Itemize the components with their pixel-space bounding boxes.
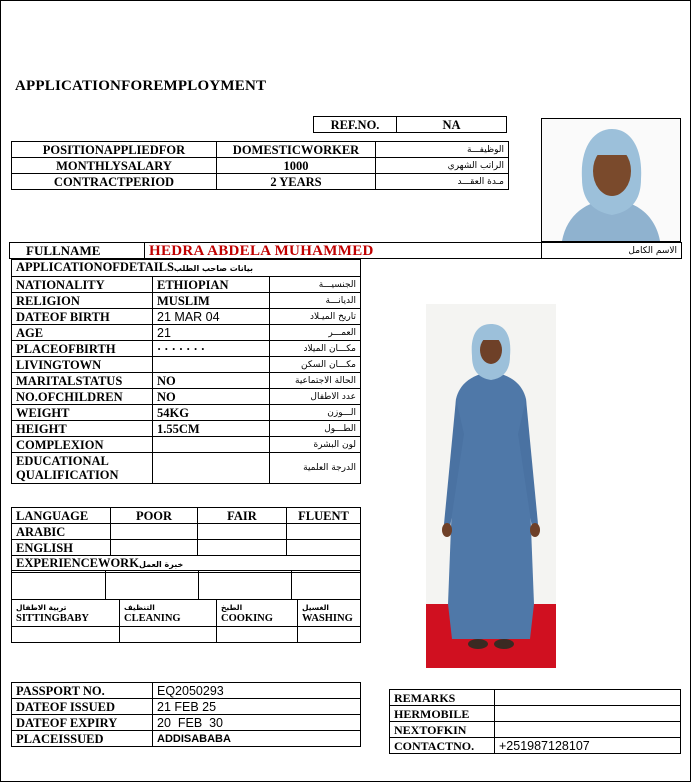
marital-arabic: الحالة الاجتماعية	[270, 373, 361, 389]
place-issued-value: ADDISABABA	[153, 731, 361, 747]
complexion-label: COMPLEXION	[12, 437, 153, 453]
contract-arabic: مـدة العقـــد	[376, 174, 509, 190]
details-row	[12, 293, 361, 309]
arabic-label: ARABIC	[12, 524, 111, 540]
experience-cell	[106, 571, 199, 600]
language-header: LANGUAGE	[12, 508, 111, 524]
skill-value	[120, 627, 217, 643]
full-body-photo-image	[426, 304, 556, 668]
language-table	[11, 507, 361, 573]
skill-washing-arabic: الغسيل	[302, 603, 330, 612]
fluent-header: FLUENT	[287, 508, 361, 524]
ref-label: REF.NO.	[314, 117, 397, 133]
education-row	[12, 453, 361, 484]
complexion-arabic: لون البشرة	[270, 437, 361, 453]
skills-value-row	[12, 627, 361, 643]
education-label	[12, 453, 153, 484]
contract-label: CONTRACTPERIOD	[12, 174, 217, 190]
position-row	[12, 142, 509, 158]
remarks-value	[495, 690, 681, 706]
english-fluent	[287, 540, 361, 556]
children-value: NO	[153, 389, 270, 405]
height-label: HEIGHT	[12, 421, 153, 437]
experience-cell	[12, 571, 106, 600]
contact-value: +251987128107	[495, 738, 681, 754]
weight-value: 54KG	[153, 405, 270, 421]
skills-table	[11, 599, 361, 643]
position-table	[11, 141, 509, 190]
remarks-label: REMARKS	[390, 690, 495, 706]
arabic-fair	[198, 524, 287, 540]
details-row	[12, 389, 361, 405]
language-row	[12, 540, 361, 556]
birthplace-value: · · · · · · ·	[153, 341, 270, 357]
details-row	[12, 437, 361, 453]
education-label-line2: QUALIFICATION	[16, 468, 119, 482]
nextofkin-value	[495, 722, 681, 738]
details-row	[12, 405, 361, 421]
nationality-arabic: الجنسيـــة	[270, 277, 361, 293]
skill-cooking-label: COOKING	[221, 613, 273, 624]
issue-date-label: DATEOF ISSUED	[12, 699, 153, 715]
weight-label: WEIGHT	[12, 405, 153, 421]
weight-arabic: الـــوزن	[270, 405, 361, 421]
mobile-label: HERMOBILE	[390, 706, 495, 722]
details-header: APPLICATIONOFDETAILS	[16, 260, 174, 274]
remarks-row	[390, 706, 681, 722]
skill-cooking-arabic: الطبخ	[221, 603, 243, 612]
marital-label: MARITALSTATUS	[12, 373, 153, 389]
details-row	[12, 277, 361, 293]
age-arabic: العمـــر	[270, 325, 361, 341]
contract-value: 2 YEARS	[217, 174, 376, 190]
skill-cleaning	[120, 600, 217, 627]
passport-table	[11, 682, 361, 747]
issue-date-value: 21 FEB 25	[153, 699, 361, 715]
education-arabic: الدرجة العلمية	[270, 453, 361, 484]
fullname-table	[9, 242, 682, 259]
experience-table	[11, 570, 361, 600]
nationality-label: NATIONALITY	[12, 277, 153, 293]
experience-label: EXPERIENCEWORK	[16, 556, 139, 570]
expiry-date-label: DATEOF EXPIRY	[12, 715, 153, 731]
skill-value	[12, 627, 120, 643]
skill-value	[217, 627, 298, 643]
position-value: DOMESTICWORKER	[217, 142, 376, 158]
birthplace-label: PLACEOFBIRTH	[12, 341, 153, 357]
details-row	[12, 309, 361, 325]
skill-value	[298, 627, 361, 643]
children-arabic: عدد الاطفال	[270, 389, 361, 405]
experience-cell	[292, 571, 361, 600]
ref-value: NA	[397, 117, 507, 133]
height-value: 1.55CM	[153, 421, 270, 437]
contract-row	[12, 174, 509, 190]
position-arabic: الوظيفـــة	[376, 142, 509, 158]
dob-value: 21 MAR 04	[153, 309, 270, 325]
details-header-row	[12, 260, 361, 277]
skill-cleaning-label: CLEANING	[124, 613, 181, 624]
language-header-row	[12, 508, 361, 524]
passport-row	[12, 683, 361, 699]
expiry-date-value: 20 FEB 30	[153, 715, 361, 731]
contact-label: CONTACTNO.	[390, 738, 495, 754]
age-label: AGE	[12, 325, 153, 341]
skill-sittingbaby-arabic: تربية الاطفال	[16, 603, 67, 612]
birthplace-arabic: مكـــان الميلاد	[270, 341, 361, 357]
salary-label: MONTHLYSALARY	[12, 158, 217, 174]
passport-row	[12, 699, 361, 715]
religion-arabic: الديانـــة	[270, 293, 361, 309]
passport-row	[12, 731, 361, 747]
salary-row	[12, 158, 509, 174]
details-table	[11, 259, 361, 484]
details-row	[12, 325, 361, 341]
arabic-poor	[111, 524, 198, 540]
fullname-label: FULLNAME	[10, 243, 145, 259]
livingtown-value	[153, 357, 270, 373]
passport-no-label: PASSPORT NO.	[12, 683, 153, 699]
skill-sittingbaby	[12, 600, 120, 627]
experience-cell	[199, 571, 292, 600]
experience-arabic: خبرة العمل	[138, 560, 184, 569]
complexion-value	[153, 437, 270, 453]
mobile-value	[495, 706, 681, 722]
position-label: POSITIONAPPLIEDFOR	[12, 142, 217, 158]
salary-arabic: الراتب الشهري	[376, 158, 509, 174]
livingtown-label: LIVINGTOWN	[12, 357, 153, 373]
education-value	[153, 453, 270, 484]
english-label: ENGLISH	[12, 540, 111, 556]
passport-row	[12, 715, 361, 731]
details-row	[12, 357, 361, 373]
nationality-value: ETHIOPIAN	[153, 277, 270, 293]
full-body-photo	[426, 304, 556, 668]
place-issued-label: PLACEISSUED	[12, 731, 153, 747]
marital-value: NO	[153, 373, 270, 389]
children-label: NO.OFCHILDREN	[12, 389, 153, 405]
remarks-row	[390, 690, 681, 706]
details-row	[12, 341, 361, 357]
details-header-arabic: بيانات صاحب الطلب	[173, 264, 254, 273]
dob-arabic: تاريخ الميـلاد	[270, 309, 361, 325]
language-row	[12, 524, 361, 540]
ref-table	[313, 116, 507, 133]
fullname-arabic: الاسم الكامل	[542, 243, 682, 259]
skill-washing	[298, 600, 361, 627]
remarks-row	[390, 738, 681, 754]
form-title: APPLICATIONFOREMPLOYMENT	[15, 78, 267, 94]
livingtown-arabic: مكـــان السكن	[270, 357, 361, 373]
remarks-table	[389, 689, 681, 754]
details-row	[12, 421, 361, 437]
english-poor	[111, 540, 198, 556]
fair-header: FAIR	[198, 508, 287, 524]
religion-label: RELIGION	[12, 293, 153, 309]
religion-value: MUSLIM	[153, 293, 270, 309]
height-arabic: الطـــول	[270, 421, 361, 437]
skill-sittingbaby-label: SITTINGBABY	[16, 613, 89, 624]
poor-header: POOR	[111, 508, 198, 524]
remarks-row	[390, 722, 681, 738]
arabic-fluent	[287, 524, 361, 540]
experience-row	[12, 571, 361, 600]
skill-washing-label: WASHING	[302, 613, 353, 624]
skill-cooking	[217, 600, 298, 627]
age-value: 21	[153, 325, 270, 341]
passport-photo	[541, 118, 681, 242]
english-fair	[198, 540, 287, 556]
nextofkin-label: NEXTOFKIN	[390, 722, 495, 738]
dob-label: DATEOF BIRTH	[12, 309, 153, 325]
passport-no-value: EQ2050293	[153, 683, 361, 699]
education-label-line1: EDUCATIONAL	[16, 454, 109, 468]
fullname-value: HEDRA ABDELA MUHAMMED	[145, 243, 542, 259]
skills-row	[12, 600, 361, 627]
details-row	[12, 373, 361, 389]
salary-value: 1000	[217, 158, 376, 174]
passport-photo-image	[542, 119, 680, 241]
skill-cleaning-arabic: التنظيف	[124, 603, 155, 612]
